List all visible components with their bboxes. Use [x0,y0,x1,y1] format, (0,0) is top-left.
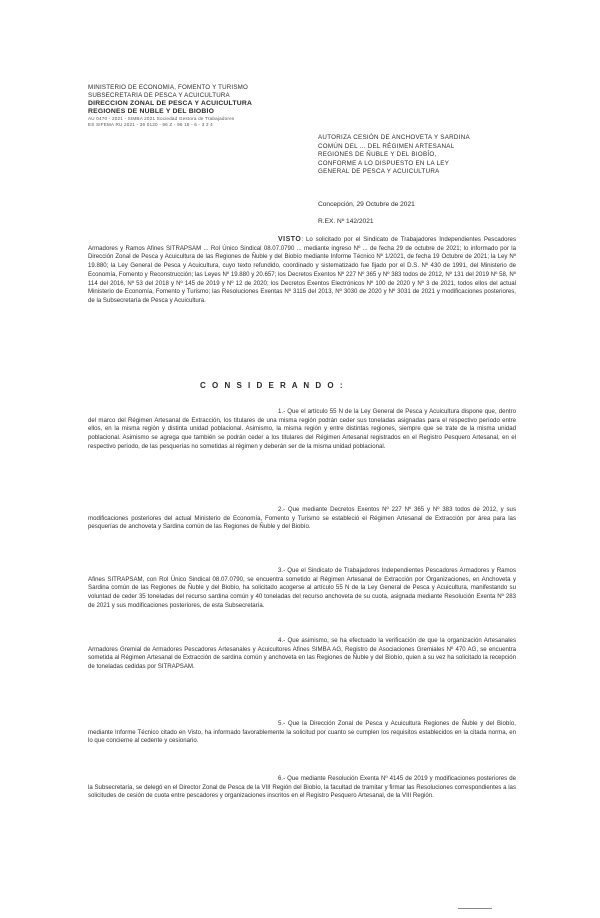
considerando-paragraph-2: 2.- Que mediante Decretos Exentos Nº 227 Nº 365 y Nº 383 todos de 2012, y sus modificaciones posteriores del actual Ministerio de Economía, Fomento y Turismo se estableció el Régimen Artesanal de Extracción por área para las pesquerías de anchoveta y Sardina común de las Regiones de Ñuble y del Biobío. [88,506,516,531]
subject-line-3: REGIONES DE ÑUBLE Y DEL BIOBÍO, [318,151,437,159]
considerando-paragraph-1: 1.- Que el artículo 55 N de la Ley General de Pesca y Acuicultura dispone que, dentro del marco del Régimen Artesanal de Extracción, los titulares de una misma región podrán ceder sus toneladas asignadas para el respectivo período entre ellos, en la misma región y distinta unidad poblacional. Asimismo, la misma región y entre distintas regiones, siempre que se trate de la misma unidad poblacional. Asimismo se agrega que también se podrán ceder a los titulares del Régimen Artesanal registrados en el Registro Pesquero Artesanal, en el respectivo período, de las pesquerías no sometidas al régimen y deberán ser de la misma unidad poblacional. [88,408,516,450]
considerando-heading: C O N S I D E R A N D O : [200,381,345,390]
page-corner-mark [458,908,492,909]
resolution-number: R.EX. Nº 142/2021 [318,218,374,225]
considerando-paragraph-3: 3.- Que el Sindicato de Trabajadores Independientes Pescadores Armadores y Ramos Afines SITRAPSAM, con Rol Único Sindical 08.07.0790, se encuentra sometido al Régimen Artesanal de Extracción por Organizaciones, en Anchoveta y Sardina común de las Regiones de Ñuble y del Biobío, ha solicitado acogerse al artículo 55 N de la Ley General de Pesca y Acuicultura, manifestando su voluntad de ceder 35 toneladas del recurso sardina común y 40 toneladas del recurso anchoveta de su cuota, asignada mediante Resolución Exenta Nº 283 de 2021 y sus modificaciones posteriores, de esta Subsecretaría. [88,567,516,609]
subsecretariat-line: SUBSECRETARÍA DE PESCA Y ACUICULTURA [88,92,230,99]
ministry-line: MINISTERIO DE ECONOMÍA, FOMENTO Y TURISMO [88,84,249,91]
letterhead [88,84,298,128]
considerando-paragraph-6: 6.- Que mediante Resolución Exenta Nº 4145 de 2019 y modificaciones posteriores de la Subsecretaría, se delegó en el Director Zonal de Pesca de la VIII Región del Biobío, la facultad de tramitar y firmar las Resoluciones correspondientes a las solicitudes de cesión de cuota entre pescadores y organizaciones inscritos en el Registro Pesquero Artesanal, de la VIII Región. [88,775,516,800]
reference-line-1: AU 0470 - 2021 - SIMBA 2021 Sociedad Gestora de Trabajadores [88,116,235,121]
reference-line-2: ES SIFEMA RU 2021 - 36 0120 - 96 Z - 96 18 - 6 - 3 2 4 [88,122,213,127]
directorate-line: DIRECCIÓN ZONAL DE PESCA Y ACUICULTURA [88,100,253,107]
considerando-paragraph-5: 5.- Que la Dirección Zonal de Pesca y Acuicultura Regiones de Ñuble y del Biobío, mediante Informe Técnico citado en Visto, ha informado favorablemente la solicitud por cuanto se cumplen los requisitos establecidos en la citada norma, en lo que concierne al cedente y cesionario. [88,720,516,745]
visto-label: VISTO [278,236,302,243]
subject-line-1: AUTORIZA CESIÓN DE ANCHOVETA Y SARDINA [318,134,470,141]
subject-block [318,134,518,177]
considerando-paragraph-4: 4.- Que asimismo, se ha efectuado la verificación de que la organización Artesanales Armadores Gremial de Armadores Pescadores Artesanales y Acuicultores Afines SIMBA AG, Registro de Asociaciones Gremiales Nº 470 AG, se encuentra sometida al Régimen Artesanal de Extracción de sardina común y anchoveta en las Regiones de Ñuble y del Biobío, quien a su vez ha solicitado la recepción de toneladas cedidas por SITRAPSAM. [88,637,516,671]
subject-line-2: COMÚN DEL ... DEL RÉGIMEN ARTESANAL [318,142,455,150]
visto-text: : Lo solicitado por el Sindicato de Trabajadores Independientes Pescadores Armadores y Ramos Afines SITRAPSAM ... Rol Único Sindical 08.07.0790 ... mediante ingreso Nº ... de fecha 29 de octubre de 2021; lo informado por la Dirección Zonal de Pesca y Acuicultura de las Regiones de Ñuble y del Biobío mediante Informe Técnico Nº 1/2021, de fecha 19 Octubre de 2021; la Ley Nº 19.880; la Ley General de Pesca y Acuicultura, cuyo texto refundido, coordinado y sistematizado fue fijado por el D.S. Nº 430 de 1991, del Ministerio de Economía, Fomento y Reconstrucción; las Leyes Nº 19.880 y 20.657; los Decretos Exentos Nº 227 Nº 365 y Nº 383 todos de 2012, Nº 131 del 2019 Nº 58, Nº 114 del 2016, Nº 53 del 2018 y Nº 145 de 2019 y Nº 12 de 2020; los Decretos Exentos Electrónicos Nº 100 de 2020 y Nº 3 de 2021, todos ellos del actual Ministerio de Economía, Fomento y Turismo; las Resoluciones Exentas Nº 3115 del 2013, Nº 3030 de 2020 y Nº 3031 de 2021 y modificaciones posteriores, de la Subsecretaría de Pesca y Acuicultura. [88,236,516,304]
place-date: Concepción, 29 Octubre de 2021 [318,201,415,208]
regions-line: REGIONES DE ÑUBLE Y DEL BIOBÍO [88,108,215,115]
visto-paragraph [88,236,516,306]
subject-line-5: GENERAL DE PESCA Y ACUICULTURA [318,168,440,176]
subject-line-4: CONFORME A LO DISPUESTO EN LA LEY [318,159,450,167]
